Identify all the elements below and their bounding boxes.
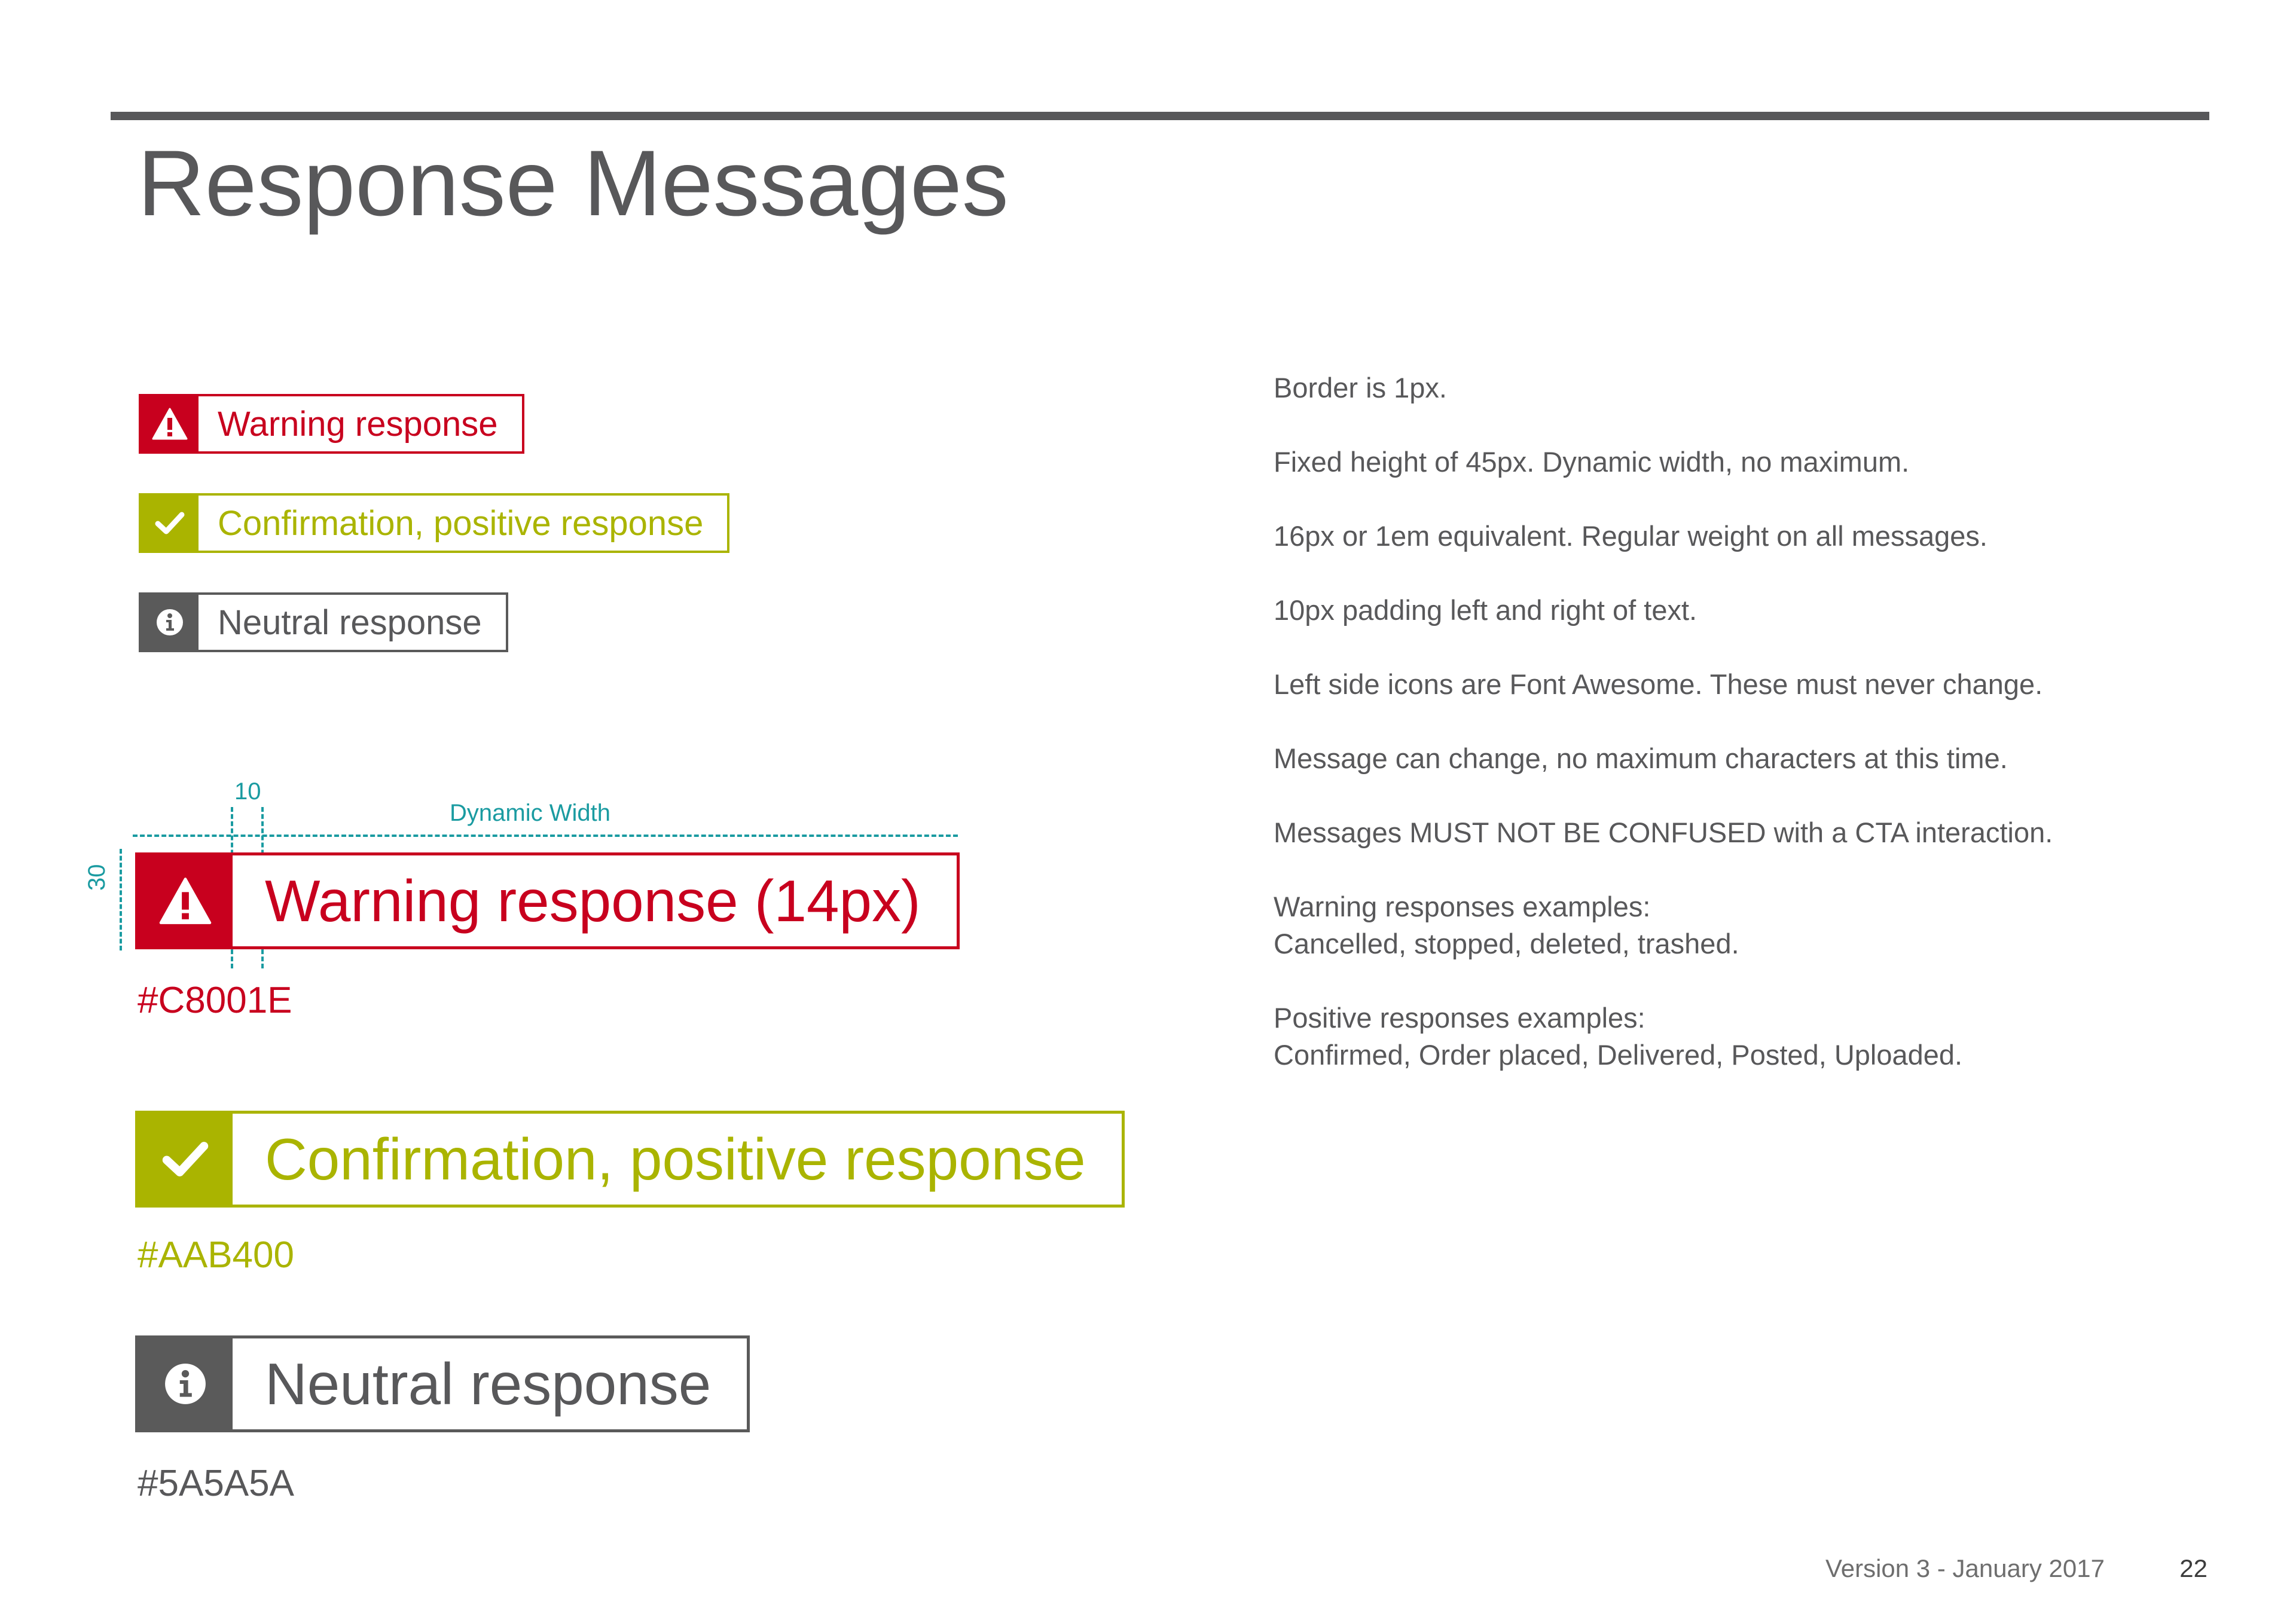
confirmation-message-large-text: Confirmation, positive response bbox=[265, 1126, 1086, 1192]
positive-examples bbox=[1274, 1000, 2254, 1074]
info-circle-icon bbox=[141, 595, 199, 650]
positive-examples-heading: Positive responses examples: bbox=[1274, 1002, 1645, 1034]
neutral-hex-code: #5A5A5A bbox=[138, 1463, 294, 1504]
warning-message-small bbox=[139, 394, 524, 454]
guideline-item: 10px padding left and right of text. bbox=[1274, 594, 1697, 626]
page-title: Response Messages bbox=[138, 132, 1009, 236]
confirmation-message-small bbox=[139, 493, 729, 553]
neutral-message-small bbox=[139, 592, 508, 652]
guideline-item: Border is 1px. bbox=[1274, 372, 1447, 404]
page-number: 22 bbox=[2179, 1554, 2208, 1582]
warning-message-large bbox=[135, 852, 960, 949]
warning-triangle-icon bbox=[138, 855, 233, 946]
check-icon bbox=[138, 1114, 233, 1205]
height-label: 30 bbox=[84, 864, 110, 891]
confirmation-message-text: Confirmation, positive response bbox=[218, 503, 704, 543]
warning-triangle-icon bbox=[141, 396, 199, 451]
info-circle-icon bbox=[138, 1338, 233, 1429]
warning-message-text: Warning response bbox=[218, 404, 498, 444]
top-rule bbox=[111, 112, 2209, 120]
confirmation-message-large bbox=[135, 1111, 1125, 1208]
positive-examples-list: Confirmed, Order placed, Delivered, Posted, Uploaded. bbox=[1274, 1039, 1963, 1071]
confirmation-hex-code: #AAB400 bbox=[138, 1234, 294, 1276]
neutral-message-text: Neutral response bbox=[218, 603, 482, 642]
guideline-item: Messages MUST NOT BE CONFUSED with a CTA interaction. bbox=[1274, 817, 2053, 848]
guidelines-text bbox=[1274, 369, 2254, 1111]
neutral-message-large bbox=[135, 1335, 750, 1432]
neutral-message-large-text: Neutral response bbox=[265, 1350, 712, 1417]
guideline-item: Message can change, no maximum characters at this time. bbox=[1274, 742, 2008, 774]
guideline-item: 16px or 1em equivalent. Regular weight on all messages. bbox=[1274, 520, 1987, 552]
height-dimension-line bbox=[120, 849, 122, 950]
guideline-item: Fixed height of 45px. Dynamic width, no maximum. bbox=[1274, 446, 1910, 478]
footer-version: Version 3 - January 2017 bbox=[1825, 1554, 2105, 1582]
warning-examples-heading: Warning responses examples: bbox=[1274, 891, 1651, 922]
dynamic-width-label: Dynamic Width bbox=[450, 800, 610, 826]
warning-hex-code: #C8001E bbox=[138, 980, 292, 1021]
check-icon bbox=[141, 496, 199, 551]
warning-message-large-text: Warning response (14px) bbox=[265, 867, 921, 934]
padding-label: 10 bbox=[234, 778, 261, 805]
guideline-item: Left side icons are Font Awesome. These must never change. bbox=[1274, 668, 2043, 700]
warning-examples-list: Cancelled, stopped, deleted, trashed. bbox=[1274, 928, 1739, 959]
warning-examples bbox=[1274, 888, 2254, 962]
width-dimension-line bbox=[133, 835, 958, 837]
